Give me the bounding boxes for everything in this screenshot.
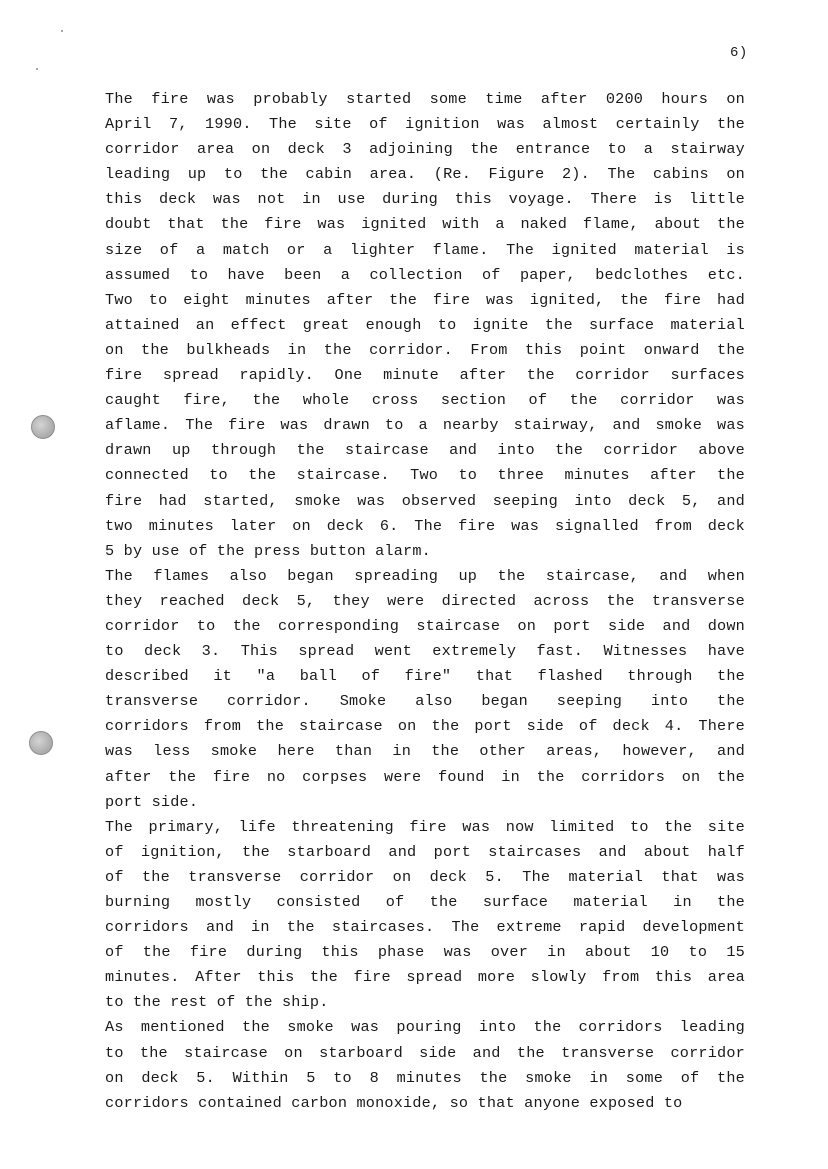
text-line: caught fire, the whole cross section of the corridor was <box>105 391 745 410</box>
text-line: they reached deck 5, they were directed across the transverse <box>105 591 745 610</box>
text-line: 5 by use of the press button alarm. <box>105 541 431 560</box>
text-line: corridor to the corresponding staircase on port side and down <box>105 616 745 635</box>
text-line: was less smoke here than in the other areas, however, and <box>105 742 745 761</box>
text-line: fire had started, smoke was observed seeping into deck 5, and <box>105 491 745 510</box>
text-line: assumed to have been a collection of paper, bedclothes etc. <box>105 265 745 284</box>
text-line: size of a match or a lighter flame. The ignited material is <box>105 240 745 259</box>
text-line: corridor area on deck 3 adjoining the entrance to a stairway <box>105 140 745 159</box>
text-line: this deck was not in use during this voyage. There is little <box>105 190 745 209</box>
text-line: after the fire no corpses were found in the corridors on the <box>105 767 745 786</box>
punch-hole-bottom <box>29 731 53 755</box>
text-line: The fire was probably started some time after 0200 hours on <box>105 90 745 108</box>
scan-speck <box>36 68 38 70</box>
text-line: connected to the staircase. Two to three minutes after the <box>105 466 745 485</box>
text-line: doubt that the fire was ignited with a naked flame, about the <box>105 215 745 234</box>
text-line: fire spread rapidly. One minute after the corridor surfaces <box>105 366 745 385</box>
paragraph <box>105 815 745 1016</box>
text-line: port side. <box>105 792 199 811</box>
text-line: of the transverse corridor on deck 5. The material that was <box>105 867 745 886</box>
body-text <box>105 87 745 1116</box>
text-line: minutes. After this the fire spread more slowly from this area <box>105 968 745 987</box>
text-line: As mentioned the smoke was pouring into the corridors leading <box>105 1018 745 1037</box>
text-line: burning mostly consisted of the surface material in the <box>105 893 745 911</box>
text-line: of the fire during this phase was over in about 10 to 15 <box>105 943 745 962</box>
text-line: corridors and in the staircases. The extreme rapid development <box>105 918 745 937</box>
text-line: The flames also began spreading up the staircase, and when <box>105 566 745 585</box>
paragraph <box>105 564 745 815</box>
text-line: to the staircase on starboard side and the transverse corridor <box>105 1043 745 1062</box>
text-line: to deck 3. This spread went extremely fast. Witnesses have <box>105 642 745 661</box>
text-line: leading up to the cabin area. (Re. Figure 2). The cabins on <box>105 165 745 184</box>
text-line: aflame. The fire was drawn to a nearby stairway, and smoke was <box>105 416 745 435</box>
text-line: April 7, 1990. The site of ignition was almost certainly the <box>105 115 745 134</box>
text-line: of ignition, the starboard and port staircases and about half <box>105 842 745 861</box>
punch-hole-top <box>31 415 55 439</box>
text-line: transverse corridor. Smoke also began seeping into the <box>105 692 745 711</box>
page-number: 6) <box>730 45 748 61</box>
paragraph <box>105 1015 745 1115</box>
text-line: on the bulkheads in the corridor. From this point onward the <box>105 340 745 359</box>
text-line: to the rest of the ship. <box>105 993 329 1012</box>
paragraph <box>105 87 745 564</box>
text-line: described it "a ball of fire" that flashed through the <box>105 667 745 686</box>
text-line: corridors from the staircase on the port side of deck 4. There <box>105 717 745 736</box>
scan-speck <box>61 30 63 32</box>
text-line: on deck 5. Within 5 to 8 minutes the smoke in some of the <box>105 1068 745 1087</box>
text-line: drawn up through the staircase and into the corridor above <box>105 441 745 460</box>
text-line: attained an effect great enough to ignite the surface material <box>105 315 745 334</box>
text-line: Two to eight minutes after the fire was ignited, the fire had <box>105 290 745 309</box>
text-line: The primary, life threatening fire was now limited to the site <box>105 817 745 836</box>
text-line: corridors contained carbon monoxide, so that anyone exposed to <box>105 1093 683 1112</box>
text-line: two minutes later on deck 6. The fire was signalled from deck <box>105 516 745 535</box>
